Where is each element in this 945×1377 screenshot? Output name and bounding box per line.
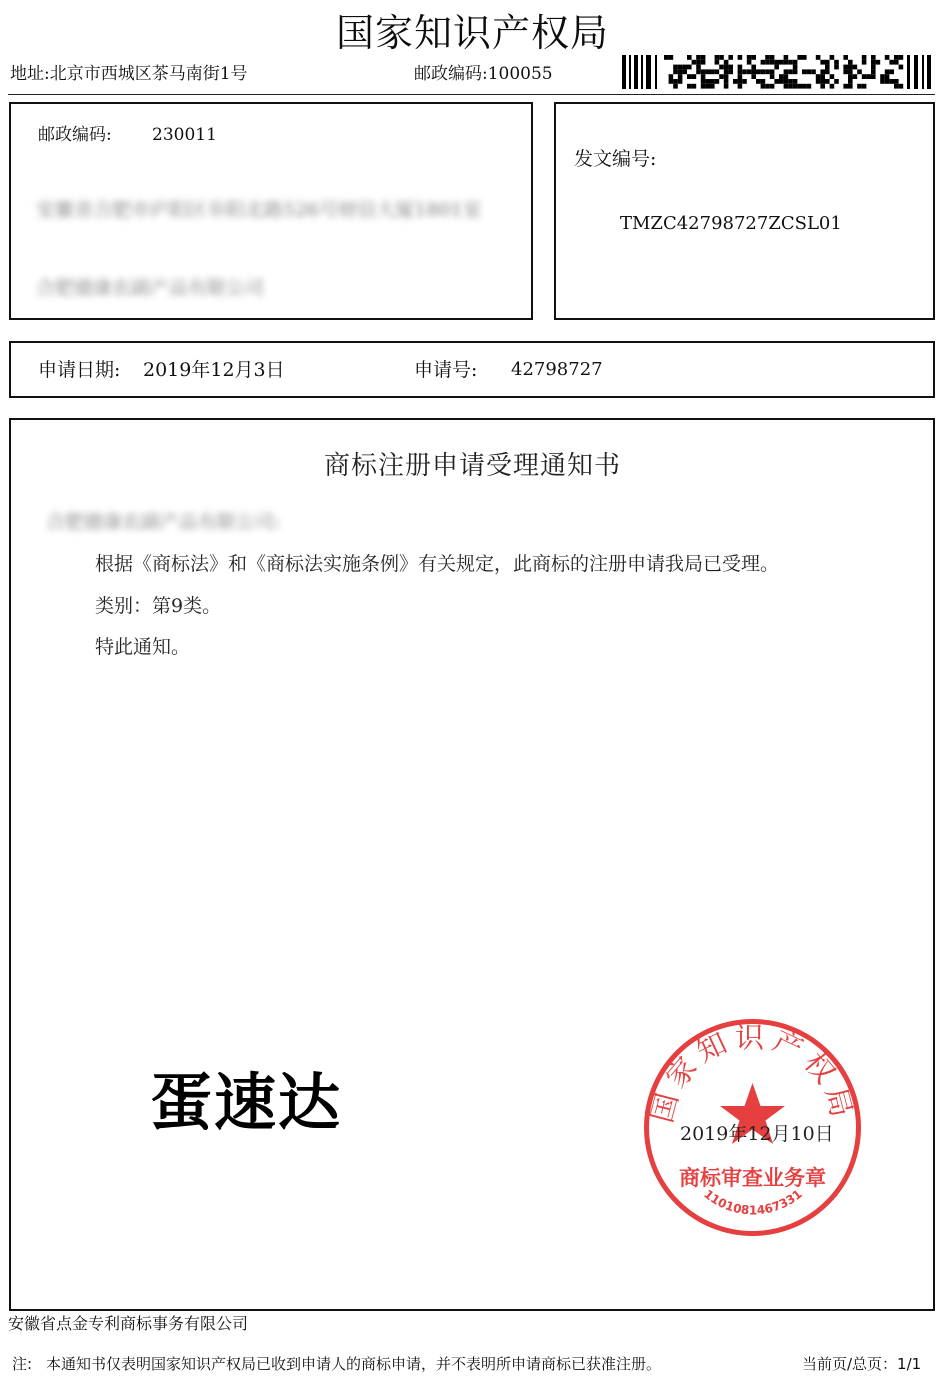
application-number-value: 42798727 bbox=[511, 359, 603, 380]
application-date-value: 2019年12月3日 bbox=[143, 359, 285, 381]
header-rule bbox=[8, 94, 935, 95]
dispatch-number: TMZC42798727ZCSL01 bbox=[620, 213, 842, 234]
recipient-postcode-value: 230011 bbox=[152, 125, 217, 145]
application-date-label: 申请日期: bbox=[38, 359, 121, 381]
agency-name: 安徽省点金专利商标事务有限公司 bbox=[8, 1314, 249, 1333]
notice-title: 商标注册申请受理通知书 bbox=[323, 451, 621, 481]
seal-code-text: 1101081467331 bbox=[701, 1186, 805, 1218]
notice-line-2: 类别：第9类。 bbox=[95, 595, 222, 617]
office-address: 地址:北京市西城区茶马南街1号 bbox=[10, 64, 248, 84]
footer-note-label: 注: bbox=[12, 1355, 33, 1373]
seal-org-text: 国家知识产权局 bbox=[644, 1020, 861, 1127]
notice-addressee: 合肥德康农副产品有限公司: bbox=[46, 511, 281, 533]
seal-dept-text: 商标审查业务章 bbox=[679, 1166, 826, 1190]
page-indicator: 当前页/总页：1/1 bbox=[802, 1355, 922, 1373]
recipient-postcode-label: 邮政编码: bbox=[38, 125, 112, 145]
office-postcode: 邮政编码:100055 bbox=[414, 64, 553, 84]
footer-note: 本通知书仅表明国家知识产权局已收到申请人的商标申请，并不表明所申请商标已获准注册。 bbox=[46, 1355, 662, 1373]
recipient-name-line: 合肥德康农副产品有限公司 bbox=[36, 277, 265, 299]
svg-text:1101081467331 bbox=[701, 1187, 805, 1218]
notice-date: 2019年12月10日 bbox=[680, 1123, 834, 1145]
dispatch-box bbox=[554, 102, 935, 320]
notice-line-1: 根据《商标法》和《商标法实施条例》有关规定，此商标的注册申请我局已受理。 bbox=[95, 553, 780, 575]
notice-line-3: 特此通知。 bbox=[95, 636, 191, 658]
office-title: 国家知识产权局 bbox=[335, 11, 609, 55]
barcode-graphic bbox=[622, 55, 932, 89]
handwritten-mark: 蛋速达 bbox=[150, 1066, 343, 1139]
dispatch-label: 发文编号: bbox=[574, 148, 657, 170]
recipient-address-line: 安徽省合肥市庐阳区阜阳北路526号财信大厦1801室 bbox=[36, 199, 482, 221]
application-number-label: 申请号: bbox=[414, 359, 478, 381]
